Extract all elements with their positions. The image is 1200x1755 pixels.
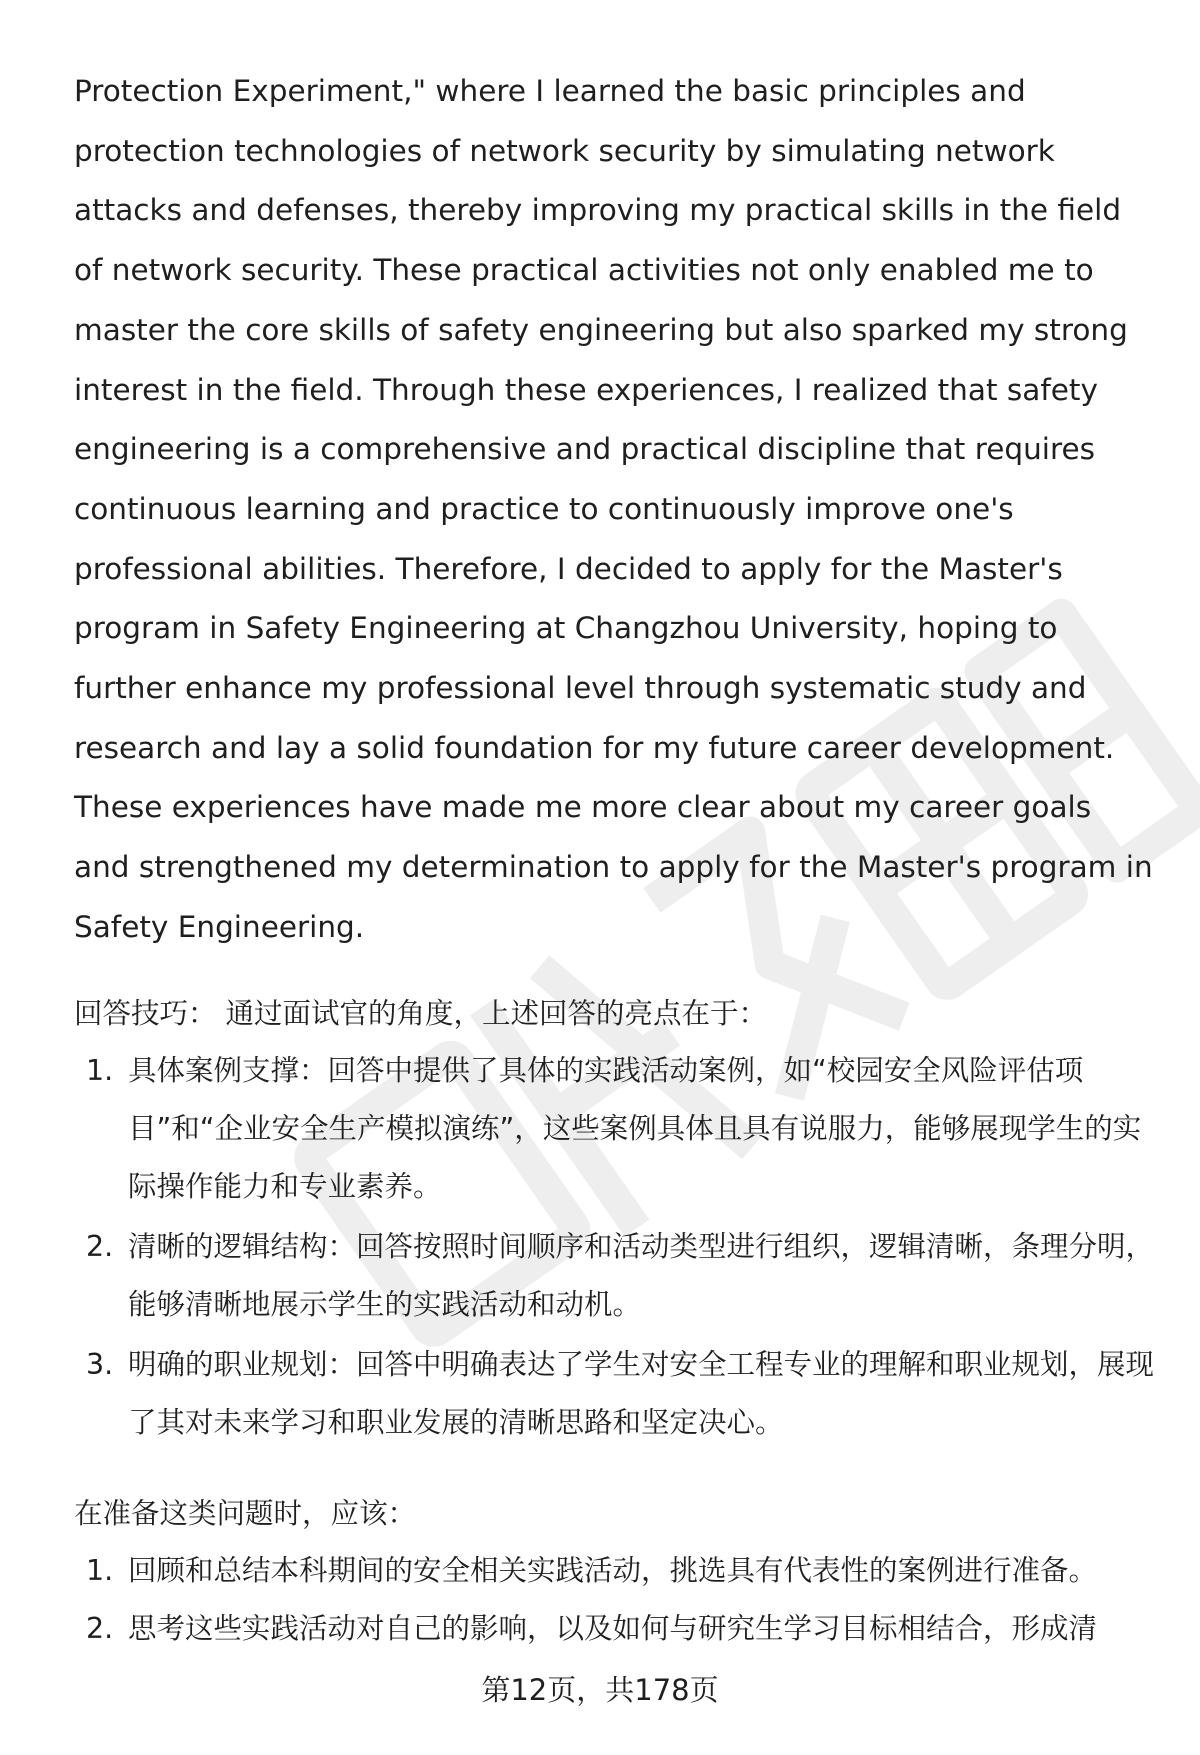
prep-label: 在准备这类问题时，应该：: [74, 1496, 417, 1530]
tips-label: 回答技巧： 通过面试官的角度，上述回答的亮点在于：: [74, 996, 768, 1030]
list-item: [74, 1042, 1154, 1216]
list-number: 2.: [86, 1229, 114, 1263]
list-item-text: 回顾和总结本科期间的安全相关实践活动，挑选具有代表性的案例进行准备。: [128, 1553, 1098, 1587]
list-item-text: 明确的职业规划：回答中明确表达了学生对安全工程专业的理解和职业规划，展现了其对未来学习和职业发展的清晰思路和坚定决心。: [128, 1347, 1155, 1439]
english-paragraph: Protection Experiment," where I learned the basic principles and protection technologies of network security by simulating network attacks and defenses, thereby improving my practical skills in the field of network security. These practical activities not only enabled me to master the core skills of safety engineering but also sparked my strong interest in the field. Through these experiences, I realized that safety engineering is a comprehensive and practical discipline that requires continuous learning and practice to continuously improve one's professional abilities. Therefore, I decided to apply for the Master's program in Safety Engineering at Changzhou University, hoping to further enhance my professional level through systematic study and research and lay a solid foundation for my future career development. These experiences have made me more clear about my career goals and strengthened my determination to apply for the Master's program in Safety Engineering.: [74, 74, 1153, 944]
list-item: [74, 1600, 1154, 1658]
list-item: [74, 1542, 1154, 1600]
list-number: 1.: [86, 1553, 114, 1587]
list-item-text: 具体案例支撑：回答中提供了具体的实践活动案例，如“校园安全风险评估项目”和“企业安全生产模拟演练”，这些案例具体且具有说服力，能够展现学生的实际操作能力和专业素养。: [128, 1053, 1142, 1203]
list-item-text: 思考这些实践活动对自己的影响，以及如何与研究生学习目标相结合，形成清: [128, 1611, 1098, 1645]
list-item-text: 清晰的逻辑结构：回答按照时间顺序和活动类型进行组织，逻辑清晰，条理分明，能够清晰地展示学生的实践活动和动机。: [128, 1229, 1155, 1321]
list-number: 1.: [86, 1053, 114, 1087]
list-item: [74, 1336, 1154, 1452]
page-content: [74, 62, 1154, 1658]
highlights-list: [74, 1042, 1154, 1452]
list-number: 3.: [86, 1347, 114, 1381]
list-number: 2.: [86, 1611, 114, 1645]
list-item: [74, 1218, 1154, 1334]
page-number-footer: 第12页，共178页: [481, 1673, 719, 1707]
prep-list: [74, 1542, 1154, 1658]
